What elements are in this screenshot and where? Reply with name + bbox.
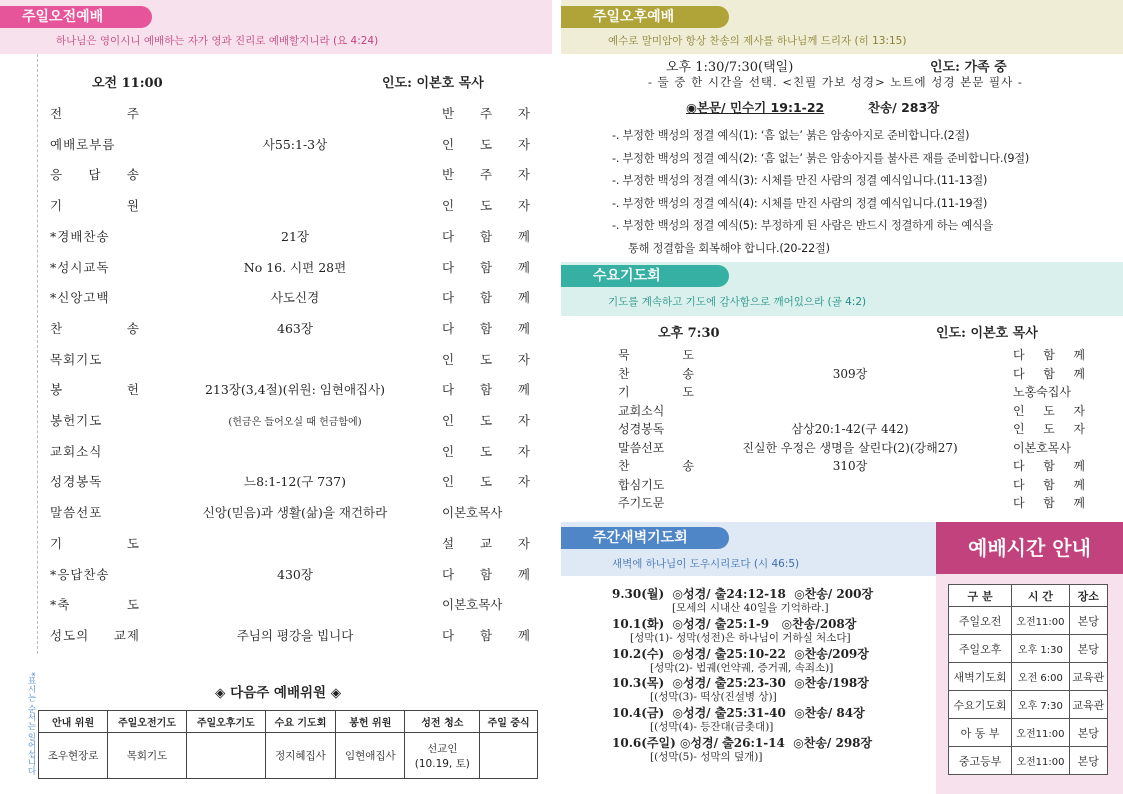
order-leader: 다 함 께 bbox=[442, 290, 530, 306]
order-content: 213장(3,4절)(위원: 임현애집사) bbox=[204, 382, 386, 398]
wed-order-name: 합심기도 bbox=[618, 477, 665, 492]
wed-order-content: 삼상20:1-42(구 442) bbox=[791, 422, 909, 436]
schedule-cell: 새벽기도회 bbox=[949, 663, 1012, 691]
wed-order-name: 성경봉독 bbox=[618, 422, 665, 436]
dawn-day: 10.6(주일) ◎성경/ 출26:1-14 ◎찬송/ 298장 bbox=[612, 736, 873, 750]
order-name: *경배찬송 bbox=[50, 228, 110, 244]
order-content: 사55:1-3상 bbox=[262, 136, 328, 152]
order-leader: 인 도 자 bbox=[442, 198, 530, 214]
order-name: *응답찬송 bbox=[50, 566, 110, 582]
wednesday-time: 오후 7:30 bbox=[658, 326, 720, 341]
next-week-header: 수요 기도회 bbox=[265, 711, 336, 733]
wed-order-content: 309장 bbox=[832, 366, 868, 381]
next-week-header: 주일오후기도 bbox=[186, 711, 265, 733]
next-week-value: 선교인 (10.19, 토) bbox=[405, 733, 480, 779]
dawn-verse: 새벽에 하나님이 도우시리로다 (시 46:5) bbox=[612, 558, 800, 570]
order-leader: 다 함 께 bbox=[442, 382, 530, 398]
schedule-cell: 수요기도회 bbox=[949, 691, 1012, 719]
afternoon-verse: 예수로 말미암아 항상 찬송의 제사를 하나님께 드리자 (히 13:15) bbox=[608, 35, 907, 47]
order-leader: 인 도 자 bbox=[442, 413, 530, 428]
order-name: 봉헌기도 bbox=[50, 413, 103, 428]
standing-note: *표시는 순서는 일어섭니다 bbox=[26, 672, 36, 776]
schedule-cell: 오후 7:30 bbox=[1012, 691, 1069, 719]
order-name: 봉 헌 bbox=[50, 382, 140, 398]
dawn-day: 10.2(수) ◎성경/ 출25:10-22 ◎찬송/209장 bbox=[612, 646, 869, 661]
dawn-day-theme: [모세의 시내산 40일을 기억하라.] bbox=[672, 602, 829, 614]
sermon-point: -. 부정한 백성의 정결 예식(1): ‘흠 없는’ 붉은 암송아지로 준비합니다.(2절) bbox=[612, 129, 970, 142]
order-name: 목회기도 bbox=[50, 351, 103, 367]
afternoon-hymn: 찬송/ 283장 bbox=[868, 100, 940, 115]
schedule-header: 장소 bbox=[1069, 585, 1107, 607]
next-week-header: 봉헌 위원 bbox=[336, 711, 405, 733]
dawn-day-theme: [성막(2)- 법궤(언약궤, 증거궤, 속죄소)] bbox=[650, 661, 834, 674]
next-week-title: ◈ 다음주 예배위원 ◈ bbox=[215, 685, 342, 701]
order-leader: 이본호목사 bbox=[442, 505, 503, 521]
order-name: 말씀선포 bbox=[50, 505, 103, 521]
next-week-value: 정지혜집사 bbox=[265, 733, 336, 779]
next-week-header: 성전 청소 bbox=[405, 711, 480, 733]
wed-order-name: 기 도 bbox=[618, 385, 694, 399]
wednesday-leader: 인도: 이본호 목사 bbox=[936, 326, 1038, 341]
order-leader: 다 함 께 bbox=[442, 320, 530, 336]
schedule-row bbox=[949, 607, 1108, 635]
dawn-day: 9.30(월) ◎성경/ 출24:12-18 ◎찬송/ 200장 bbox=[612, 587, 874, 601]
next-week-value bbox=[480, 733, 538, 779]
wed-order-leader: 인 도 자 bbox=[1013, 403, 1085, 418]
wed-order-content: 진실한 우정은 생명을 살린다(2)(강해27) bbox=[742, 440, 958, 455]
schedule-cell: 오전11:00 bbox=[1012, 747, 1069, 775]
next-week-value: 조우현장로 bbox=[39, 733, 108, 779]
order-name: *축 도 bbox=[50, 597, 140, 613]
wednesday-title: 수요기도회 bbox=[561, 265, 729, 287]
schedule-row bbox=[949, 719, 1108, 747]
order-leader: 이본호목사 bbox=[442, 597, 503, 613]
morning-leader: 인도: 이본호 목사 bbox=[382, 76, 484, 91]
order-leader: 반 주 자 bbox=[442, 167, 530, 183]
sermon-point: -. 부정한 백성의 정결 예식(4): 시체를 만진 사람의 정결 예식입니다.(11-19절) bbox=[612, 196, 988, 210]
schedule-cell: 본당 bbox=[1069, 719, 1107, 747]
wed-order-leader: 노홍숙집사 bbox=[1013, 385, 1071, 399]
dawn-day: 10.1(화) ◎성경/ 출25:1-9 ◎찬송/208장 bbox=[612, 616, 857, 631]
wed-order-content: 310장 bbox=[832, 459, 868, 473]
wed-order-name: 주기도문 bbox=[618, 496, 665, 510]
order-leader: 인 도 자 bbox=[442, 443, 530, 459]
order-leader: 인 도 자 bbox=[442, 351, 530, 367]
dawn-day-theme: [(성막(4)- 등잔대(금촛대)] bbox=[650, 721, 774, 734]
schedule-cell: 본당 bbox=[1069, 747, 1107, 775]
afternoon-note: - 둘 중 한 시간을 선택. <친필 가보 성경> 노트에 성경 본문 필사 - bbox=[648, 75, 1023, 89]
dawn-title: 주간새벽기도회 bbox=[561, 527, 729, 549]
order-leader: 설 교 자 bbox=[442, 535, 530, 551]
schedule-row bbox=[949, 691, 1108, 719]
order-content: 사도신경 bbox=[270, 290, 320, 306]
wed-order-leader: 다 함 께 bbox=[1013, 348, 1085, 362]
wed-order-name: 말씀선포 bbox=[618, 440, 665, 455]
sermon-point: -. 부정한 백성의 정결 예식(2): ‘흠 없는’ 붉은 암송아지를 불사른 재를 준비합니다.(9절) bbox=[612, 151, 1030, 165]
next-week-value bbox=[186, 733, 265, 779]
order-leader: 다 함 께 bbox=[442, 259, 530, 275]
schedule-row bbox=[949, 635, 1108, 663]
dawn-day: 10.3(목) ◎성경/ 출25:23-30 ◎찬송/198장 bbox=[612, 676, 869, 691]
order-name: 기 도 bbox=[50, 535, 140, 551]
order-leader: 반 주 자 bbox=[442, 106, 530, 121]
wed-order-leader: 다 함 께 bbox=[1013, 477, 1085, 492]
wed-order-name: 교회소식 bbox=[618, 403, 665, 418]
order-leader: 다 함 께 bbox=[442, 228, 530, 244]
wednesday-verse: 기도를 계속하고 기도에 감사함으로 깨어있으라 (골 4:2) bbox=[608, 296, 867, 308]
next-week-header: 주일 중식 bbox=[480, 711, 538, 733]
order-content: 신앙(믿음)과 생활(삶)을 재건하라 bbox=[202, 505, 388, 521]
sermon-point: -. 부정한 백성의 정결 예식(5): 부정하게 된 사람은 반드시 정결하게 하는 예식을 bbox=[612, 219, 994, 232]
afternoon-time: 오후 1:30/7:30(택일) bbox=[666, 60, 794, 75]
wed-order-name: 찬 송 bbox=[618, 366, 694, 381]
wed-order-leader: 인 도 자 bbox=[1013, 422, 1085, 436]
order-name: 전 주 bbox=[50, 106, 140, 121]
dawn-day-theme: [성막(1)- 성막(성전)은 하나님이 거하실 처소다] bbox=[630, 631, 851, 644]
order-name: 응 답 송 bbox=[50, 167, 140, 183]
afternoon-leader: 인도: 가족 중 bbox=[930, 60, 1007, 75]
schedule-cell: 오후 1:30 bbox=[1012, 635, 1069, 663]
schedule-title: 예배시간 안내 bbox=[968, 536, 1091, 560]
schedule-cell: 본당 bbox=[1069, 635, 1107, 663]
schedule-table bbox=[948, 584, 1108, 775]
order-name: 성도의 교제 bbox=[50, 627, 140, 643]
order-name: 교회소식 bbox=[50, 443, 103, 459]
wed-order-leader: 다 함 께 bbox=[1013, 366, 1085, 381]
schedule-header: 시 간 bbox=[1012, 585, 1069, 607]
schedule-cell: 교육관 bbox=[1069, 691, 1107, 719]
morning-time: 오전 11:00 bbox=[92, 76, 163, 91]
order-content: (헌금은 들어오실 때 헌금함에) bbox=[228, 417, 362, 428]
order-content: 463장 bbox=[277, 320, 313, 336]
morning-verse: 하나님은 영이시니 예배하는 자가 영과 진리로 예배할지니라 (요 4:24) bbox=[56, 35, 379, 47]
schedule-cell: 교육관 bbox=[1069, 663, 1107, 691]
sermon-point: -. 부정한 백성의 정결 예식(3): 시체를 만진 사람의 정결 예식입니다.(11-13절) bbox=[612, 174, 988, 187]
order-content: 느8:1-12(구 737) bbox=[244, 474, 346, 490]
next-week-header: 주일오전기도 bbox=[108, 711, 187, 733]
schedule-row bbox=[949, 747, 1108, 775]
wed-order-name: 찬 송 bbox=[618, 459, 694, 473]
order-name: 기 원 bbox=[50, 198, 140, 214]
margin-rule bbox=[37, 54, 38, 654]
schedule-cell: 주일오후 bbox=[949, 635, 1012, 663]
next-week-value: 임현애집사 bbox=[336, 733, 405, 779]
order-name: 찬 송 bbox=[50, 320, 140, 336]
afternoon-title: 주일오후예배 bbox=[561, 6, 729, 28]
next-week-table bbox=[38, 710, 538, 779]
morning-title: 주일오전예배 bbox=[0, 6, 152, 28]
order-content: No 16. 시편 28편 bbox=[243, 259, 347, 275]
order-name: *신앙고백 bbox=[50, 290, 110, 306]
sermon-point: 통해 정결함을 회복해야 합니다.(20-22절) bbox=[628, 241, 830, 255]
schedule-cell: 오전11:00 bbox=[1012, 607, 1069, 635]
schedule-cell: 중고등부 bbox=[949, 747, 1012, 775]
dawn-day: 10.4(금) ◎성경/ 출25:31-40 ◎찬송/ 84장 bbox=[612, 706, 865, 721]
schedule-row bbox=[949, 663, 1108, 691]
order-name: *성시교독 bbox=[50, 259, 110, 275]
next-week-value: 목회기도 bbox=[108, 733, 187, 779]
wed-order-leader: 이본호목사 bbox=[1013, 440, 1071, 455]
order-content: 430장 bbox=[277, 566, 313, 582]
wed-order-leader: 다 함 께 bbox=[1013, 459, 1085, 473]
order-name: 성경봉독 bbox=[50, 474, 103, 490]
order-content: 주님의 평강을 빕니다 bbox=[236, 627, 354, 643]
schedule-header: 구 분 bbox=[949, 585, 1012, 607]
order-content: 21장 bbox=[281, 228, 309, 244]
order-leader: 다 함 께 bbox=[442, 627, 530, 643]
schedule-cell: 아 동 부 bbox=[949, 719, 1012, 747]
schedule-cell: 본당 bbox=[1069, 607, 1107, 635]
wed-order-leader: 다 함 께 bbox=[1013, 496, 1085, 510]
wed-order-name: 묵 도 bbox=[618, 348, 694, 362]
schedule-cell: 오전 6:00 bbox=[1012, 663, 1069, 691]
schedule-cell: 오전11:00 bbox=[1012, 719, 1069, 747]
dawn-day-theme: [(성막(3)- 떡상(진설병 상)] bbox=[650, 691, 777, 704]
schedule-cell: 주일오전 bbox=[949, 607, 1012, 635]
order-leader: 인 도 자 bbox=[442, 136, 530, 152]
dawn-day-theme: [(성막(5)- 성막의 덮개)] bbox=[650, 751, 763, 763]
order-leader: 인 도 자 bbox=[442, 474, 530, 490]
order-name: 예배로부름 bbox=[50, 136, 116, 152]
next-week-header: 안내 위원 bbox=[39, 711, 108, 733]
order-leader: 다 함 께 bbox=[442, 566, 530, 582]
afternoon-scripture: ◉본문/ 민수기 19:1-22 bbox=[686, 100, 825, 115]
